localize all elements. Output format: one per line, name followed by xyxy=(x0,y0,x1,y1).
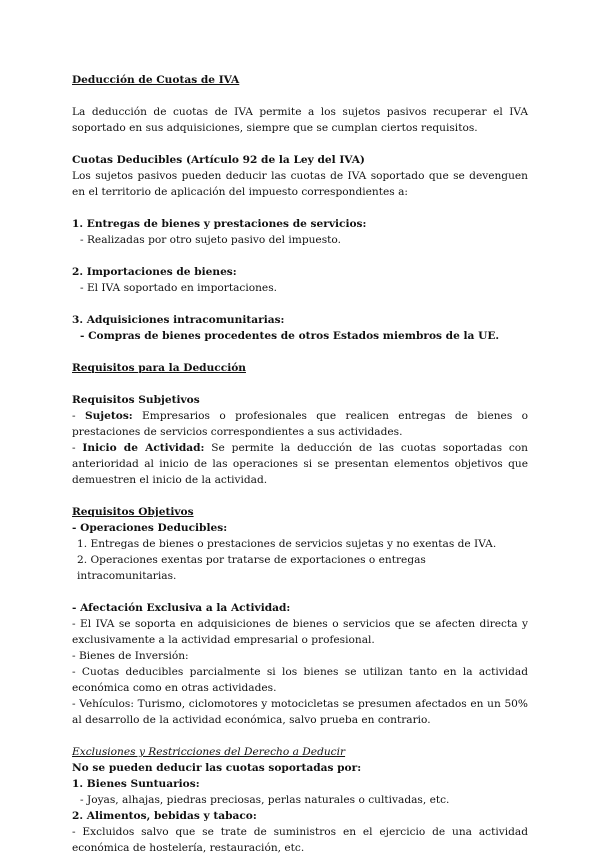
requisitos-heading: Requisitos para la Deducción xyxy=(72,362,246,374)
afectacion-item-4: - Vehículos: Turismo, ciclomotores y motocicletas se presumen afectados en un 50% al desarrollo de la actividad económica, salvo prueba en contrario. xyxy=(72,698,528,726)
operacion-item-2: 2. Operaciones exentas por tratarse de exportaciones o entregas intracomunitarias. xyxy=(77,554,426,582)
deducible-item-2-title: 2. Importaciones de bienes: xyxy=(72,266,237,278)
objetivos-heading: Requisitos Objetivos xyxy=(72,506,194,518)
operaciones-heading: - Operaciones Deducibles: xyxy=(72,522,228,534)
exclusiones-lead: No se pueden deducir las cuotas soportadas por: xyxy=(72,762,362,774)
afectacion-heading: - Afectación Exclusiva a la Actividad: xyxy=(72,602,291,614)
deducible-item-1-detail: - Realizadas por otro sujeto pasivo del impuesto. xyxy=(80,234,341,246)
subjetivo-item-sujetos xyxy=(72,408,528,440)
subjetivo-item-inicio xyxy=(72,440,528,488)
exclusion-item-2-detail: - Excluidos salvo que se trate de suministros en el ejercicio de una actividad económica de hostelería, restauración, etc. xyxy=(72,826,528,854)
deducibles-text: Los sujetos pasivos pueden deducir las cuotas de IVA soportado que se devenguen en el territorio de aplicación del impuesto correspondientes a: xyxy=(72,170,528,198)
document-body xyxy=(72,72,528,856)
subjetivo-text: Se permite la deducción de las cuotas soportadas con anterioridad al inicio de las operaciones si se presentan elementos objetivos que demuestren el inicio de la actividad. xyxy=(72,442,529,486)
exclusion-item-1-title: 1. Bienes Suntuarios: xyxy=(72,778,200,790)
exclusiones-heading: Exclusiones y Restricciones del Derecho a Deducir xyxy=(72,746,346,758)
document-title: Deducción de Cuotas de IVA xyxy=(72,74,240,86)
subjetivo-label: Sujetos: xyxy=(84,410,133,422)
subjetivo-label: Inicio de Actividad: xyxy=(82,442,205,454)
exclusion-item-2-title: 2. Alimentos, bebidas y tabaco: xyxy=(72,810,257,822)
deducible-item-3-title: 3. Adquisiciones intracomunitarias: xyxy=(72,314,285,326)
deducible-item-3-detail: - Compras de bienes procedentes de otros Estados miembros de la UE. xyxy=(80,330,500,342)
deducible-item-2-detail: - El IVA soportado en importaciones. xyxy=(80,282,277,294)
subjetivo-prefix: - xyxy=(72,410,85,422)
afectacion-item-1: - El IVA se soporta en adquisiciones de bienes o servicios que se afecten directa y exclusivamente a la actividad empresarial o profesional. xyxy=(72,618,528,646)
subjetivo-prefix: - xyxy=(72,442,83,454)
afectacion-item-2: - Bienes de Inversión: xyxy=(72,650,189,662)
intro-paragraph: La deducción de cuotas de IVA permite a los sujetos pasivos recuperar el IVA soportado en sus adquisiciones, siempre que se cumplan ciertos requisitos. xyxy=(72,106,528,134)
subjetivos-heading: Requisitos Subjetivos xyxy=(72,394,200,406)
afectacion-item-3: - Cuotas deducibles parcialmente si los bienes se utilizan tanto en la actividad económica como en otras actividades. xyxy=(72,666,528,694)
deducibles-heading: Cuotas Deducibles (Artículo 92 de la Ley del IVA) xyxy=(72,154,365,166)
operacion-item-1: 1. Entregas de bienes o prestaciones de servicios sujetas y no exentas de IVA. xyxy=(77,538,497,550)
subjetivo-text: Empresarios o profesionales que realicen entregas de bienes o prestaciones de servicios correspondientes a sus actividades. xyxy=(72,410,528,438)
exclusion-item-1-detail: - Joyas, alhajas, piedras preciosas, perlas naturales o cultivadas, etc. xyxy=(80,794,450,806)
deducible-item-1-title: 1. Entregas de bienes y prestaciones de servicios: xyxy=(72,218,367,230)
